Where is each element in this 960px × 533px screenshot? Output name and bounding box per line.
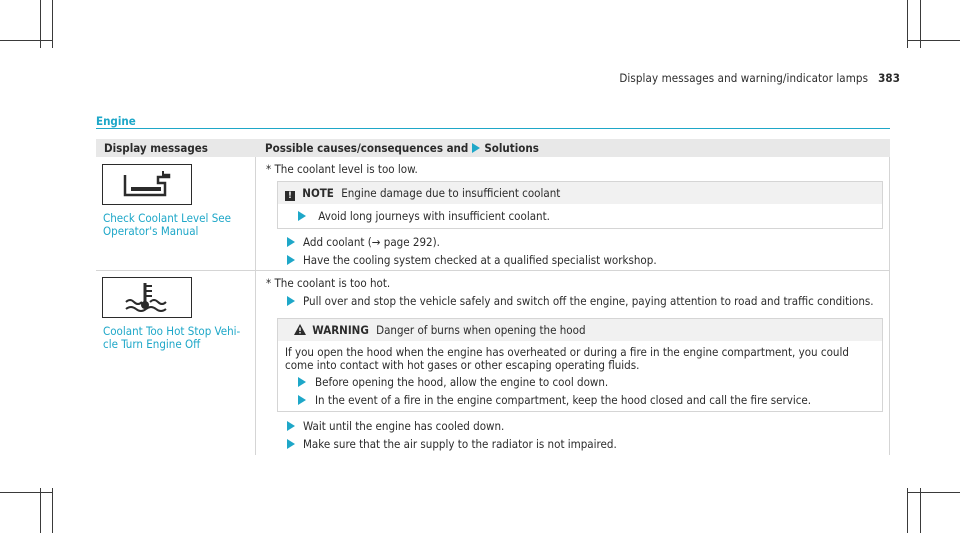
warning-step: In the event of a fire in the engine compartment, keep the hood closed and call the fire service. [294, 394, 811, 407]
arrow-icon [287, 255, 295, 265]
arrow-icon [287, 421, 295, 431]
solution-step: Have the cooling system checked at a qualified specialist workshop. [283, 254, 657, 267]
crop-mark [907, 492, 960, 493]
warning-header [278, 319, 882, 341]
crop-mark [52, 0, 53, 48]
warning-title: Danger of burns when opening the hood [376, 323, 586, 337]
table-right-border [889, 157, 890, 455]
arrow-icon [472, 143, 480, 153]
column-divider [255, 157, 256, 455]
crop-mark [907, 488, 908, 533]
coolant-level-icon [102, 164, 192, 205]
header-title: Display messages and warning/indicator lamps [619, 71, 869, 85]
solution-step: Make sure that the air supply to the radiator is not impaired. [283, 438, 617, 451]
arrow-icon [287, 439, 295, 449]
warning-body: If you open the hood when the engine has overheated or during a fire in the engine compartment, you could come into contact with hot gases or other escaping operating fluids. [285, 345, 849, 372]
warning-label: WARNING [312, 323, 369, 337]
crop-mark [907, 40, 960, 41]
cause-text: * The coolant is too hot. [266, 276, 391, 290]
column-header-display-messages: Display messages [104, 141, 208, 155]
solution-step: Add coolant (→ page 292). [283, 236, 440, 249]
note-box [277, 181, 883, 229]
coolant-temperature-icon [102, 277, 192, 318]
page-number: 383 [878, 71, 900, 85]
arrow-icon [298, 395, 306, 405]
exclamation-icon: ! [285, 191, 295, 201]
warning-triangle-icon [294, 324, 306, 335]
arrow-icon [298, 211, 306, 221]
crop-mark [920, 488, 921, 533]
crop-mark [0, 492, 52, 493]
message-coolant-too-hot: Coolant Too Hot Stop Vehi- cle Turn Engine Off [103, 324, 241, 351]
running-header [619, 71, 900, 85]
note-header [278, 182, 882, 204]
solution-step: Wait until the engine has cooled down. [283, 420, 504, 433]
arrow-icon [298, 377, 306, 387]
warning-box [277, 318, 883, 412]
crop-mark [52, 488, 53, 533]
note-title: Engine damage due to insufficient coolant [341, 186, 561, 200]
message-check-coolant: Check Coolant Level See Operator's Manual [103, 211, 231, 238]
crop-mark [0, 40, 52, 41]
solution-step: Pull over and stop the vehicle safely and switch off the engine, paying attention to road and traffic conditions. [283, 295, 874, 308]
table-header [96, 139, 890, 157]
warning-step: Before opening the hood, allow the engine to cool down. [294, 376, 608, 389]
row-divider [96, 270, 890, 271]
note-step: Avoid long journeys with insufficient coolant. [294, 210, 550, 223]
note-label: NOTE [302, 186, 334, 200]
section-title: Engine [96, 114, 136, 128]
arrow-icon [287, 237, 295, 247]
column-header-causes: Possible causes/consequences and Solutions [265, 141, 539, 155]
arrow-icon [287, 296, 295, 306]
cause-text: * The coolant level is too low. [266, 162, 418, 176]
crop-mark [40, 488, 41, 533]
section-rule [96, 128, 890, 129]
